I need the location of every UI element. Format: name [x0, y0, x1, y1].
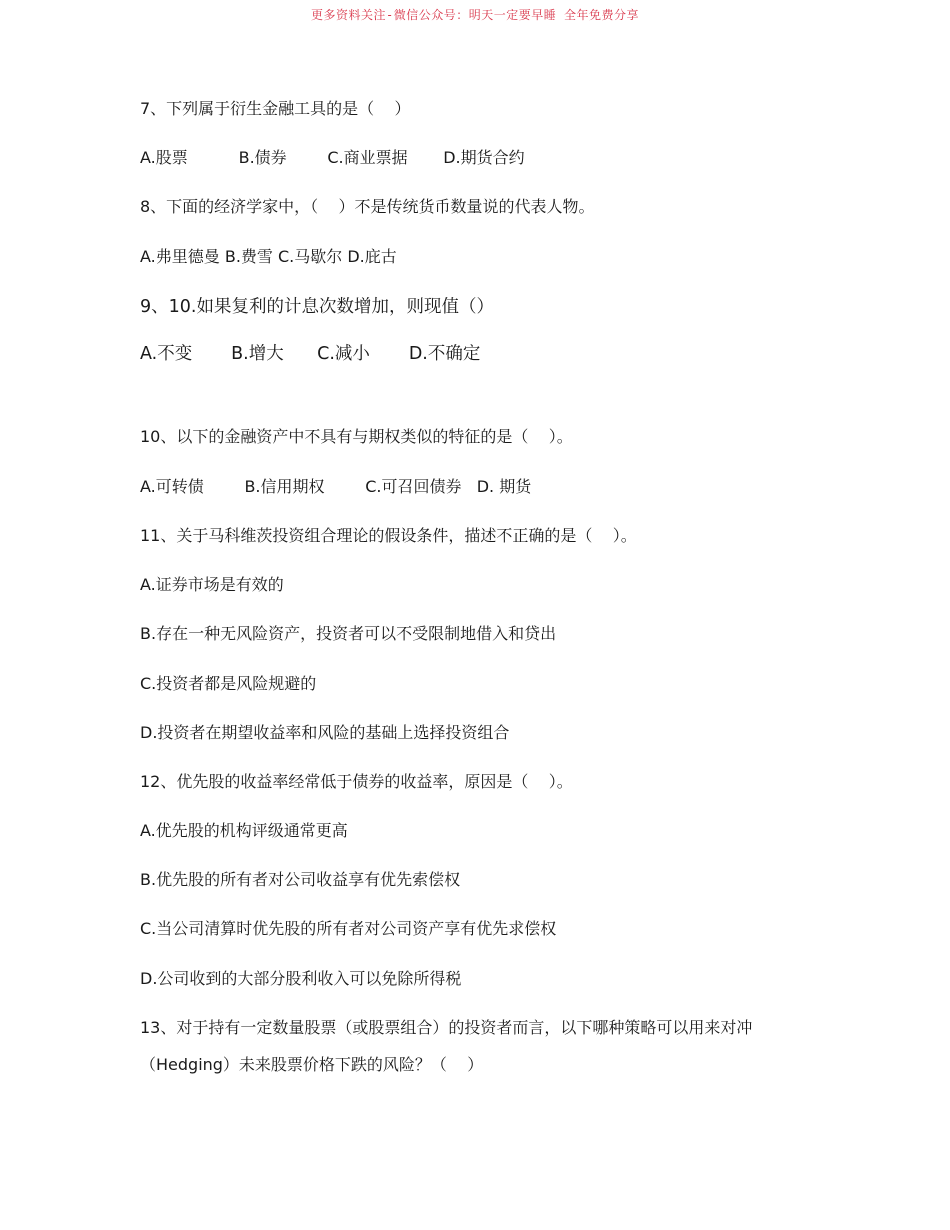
question-12-option-a: A.优先股的机构评级通常更高: [140, 821, 348, 840]
question-10-stem: 10、以下的金融资产中不具有与期权类似的特征的是（ ）。: [140, 427, 573, 446]
question-8-options: A.弗里德曼 B.费雪 C.马歇尔 D.庇古: [140, 247, 397, 266]
question-11-option-d: D.投资者在期望收益率和风险的基础上选择投资组合: [140, 723, 510, 742]
question-12-option-d: D.公司收到的大部分股利收入可以免除所得税: [140, 969, 462, 988]
question-11-option-c: C.投资者都是风险规避的: [140, 674, 317, 693]
question-12-option-b: B.优先股的所有者对公司收益享有优先索偿权: [140, 870, 461, 889]
question-11-option-b: B.存在一种无风险资产，投资者可以不受限制地借入和贷出: [140, 624, 557, 643]
question-11-stem: 11、关于马科维茨投资组合理论的假设条件，描述不正确的是（ ）。: [140, 526, 637, 545]
question-13-stem-line-1: 13、对于持有一定数量股票（或股票组合）的投资者而言，以下哪种策略可以用来对冲: [140, 1018, 753, 1037]
question-12-stem: 12、优先股的收益率经常低于债券的收益率，原因是（ ）。: [140, 772, 573, 791]
question-12-option-c: C.当公司清算时优先股的所有者对公司资产享有优先求偿权: [140, 919, 557, 938]
question-9-options: A.不变 B.增大 C.减小 D.不确定: [140, 344, 481, 364]
question-10-options: A.可转债 B.信用期权 C.可召回债券 D. 期货: [140, 477, 532, 496]
question-7-options: A.股票 B.债券 C.商业票据 D.期货合约: [140, 148, 525, 167]
promo-header: 更多资料关注-微信公众号：明天一定要早睡 全年免费分享: [311, 8, 639, 22]
question-7-stem: 7、下列属于衍生金融工具的是（ ）: [140, 99, 411, 118]
question-9-stem: 9、10.如果复利的计息次数增加，则现值（）: [140, 297, 494, 317]
question-13-stem-line-2: （Hedging）未来股票价格下跌的风险？（ ）: [140, 1055, 484, 1074]
question-8-stem: 8、下面的经济学家中，（ ）不是传统货币数量说的代表人物。: [140, 197, 595, 216]
question-11-option-a: A.证券市场是有效的: [140, 575, 284, 594]
